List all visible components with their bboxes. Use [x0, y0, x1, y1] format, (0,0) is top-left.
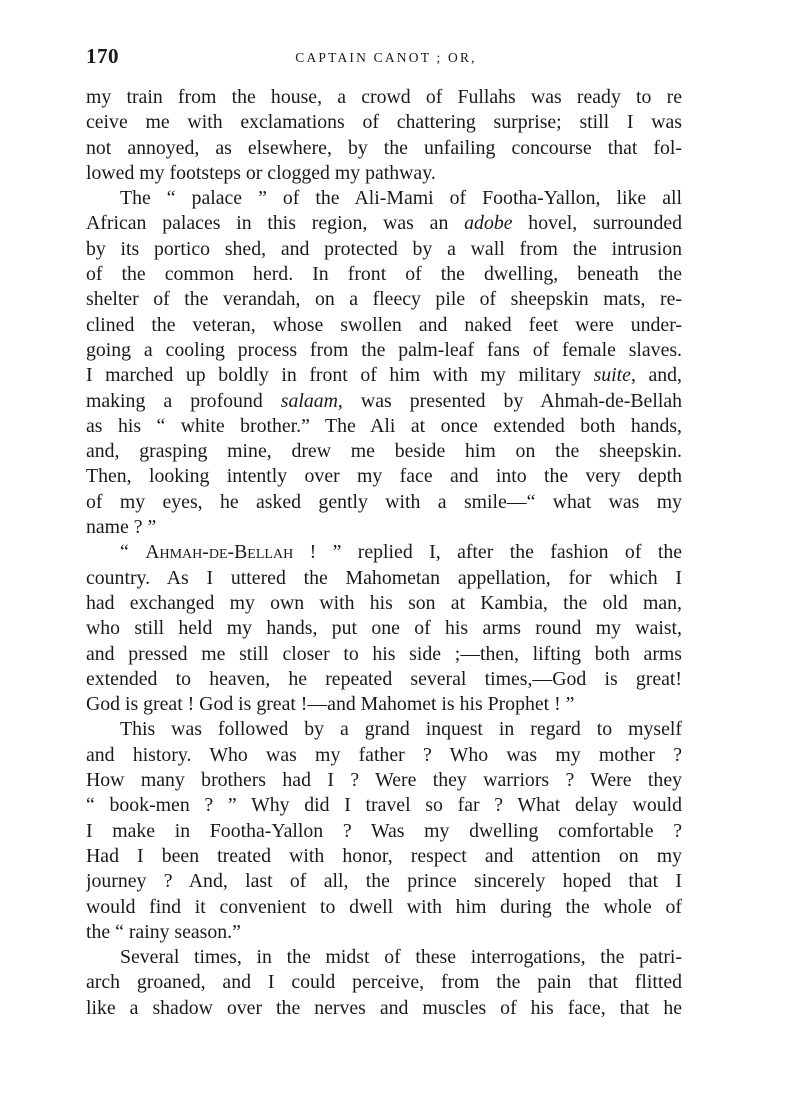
text-line: had exchanged my own with his son at Kambia, the old man,: [86, 591, 682, 614]
text-line: Several times, in the midst of these interrogations, the patri-: [120, 946, 682, 969]
italic-word: salaam: [280, 389, 338, 412]
text-line: and history. Who was my father ? Who was my mother ?: [86, 743, 682, 766]
text-line: “ book-men ? ” Why did I travel so far ? What delay would: [86, 794, 682, 817]
text-line: ceive me with exclamations of chattering surprise; still I was: [86, 111, 682, 134]
text-line: as his “ white brother.” The Ali at once extended both hands,: [86, 414, 682, 437]
text-line: name ? ”: [86, 516, 157, 539]
page-number: 170: [86, 44, 119, 68]
text-line: The “ palace ” of the Ali-Mami of Footha-Yallon, like all: [120, 187, 682, 210]
text-line: my train from the house, a crowd of Fullahs was ready to re: [86, 86, 682, 108]
text-line: shelter of the verandah, on a fleecy pile of sheepskin mats, re-: [86, 288, 682, 311]
text-line: of the common herd. In front of the dwelling, beneath the: [86, 263, 682, 286]
running-head: CAPTAIN CANOT ; OR,: [295, 50, 477, 65]
text-line: arch groaned, and I could perceive, from the pain that flitted: [86, 971, 682, 994]
text-line: God is great ! God is great !—and Mahomet is his Prophet ! ”: [86, 693, 575, 716]
text-line: going a cooling process from the palm-leaf fans of female slaves.: [86, 338, 682, 361]
italic-word: suite: [593, 364, 631, 387]
text-line: like a shadow over the nerves and muscles of his face, that he: [86, 996, 682, 1019]
text-line: African palaces in this region, was an adobe hovel, surrounded: [86, 212, 682, 235]
text-line: Then, looking intently over my face and into the very depth: [86, 465, 682, 488]
text-line: the “ rainy season.”: [86, 920, 241, 943]
small-caps-name: Ahmah-de-Bellah: [145, 541, 294, 564]
page-header: [86, 44, 686, 74]
text-line: lowed my footsteps or clogged my pathway.: [86, 161, 436, 184]
text-line: extended to heaven, he repeated several times,—God is great!: [86, 667, 682, 690]
text-line: of my eyes, he asked gently with a smile—“ what was my: [86, 490, 682, 513]
text-line: who still held my hands, put one of his arms round my waist,: [86, 617, 682, 640]
body-text: [86, 85, 682, 1021]
text-line: “ Ahmah-de-Bellah ! ” replied I, after the fashion of the: [120, 541, 682, 564]
text-line: not annoyed, as elsewhere, by the unfailing concourse that fol-: [86, 136, 682, 159]
text-line: country. As I uttered the Mahometan appellation, for which I: [86, 566, 682, 589]
text-line: clined the veteran, whose swollen and naked feet were under-: [86, 313, 682, 336]
italic-word: adobe: [464, 212, 513, 235]
text-line: I marched up boldly in front of him with my military suite, and,: [86, 364, 682, 387]
text-line: I make in Footha-Yallon ? Was my dwelling comfortable ?: [86, 819, 682, 842]
text-line: How many brothers had I ? Were they warriors ? Were they: [86, 769, 682, 792]
text-line: would find it convenient to dwell with him during the whole of: [86, 895, 682, 918]
text-line: making a profound salaam, was presented by Ahmah-de-Bellah: [86, 389, 682, 412]
text-line: and pressed me still closer to his side ;—then, lifting both arms: [86, 642, 682, 665]
text-line: This was followed by a grand inquest in regard to myself: [120, 718, 682, 741]
text-line: Had I been treated with honor, respect and attention on my: [86, 844, 682, 867]
text-line: by its portico shed, and protected by a wall from the intrusion: [86, 237, 682, 260]
text-line: journey ? And, last of all, the prince sincerely hoped that I: [86, 870, 682, 893]
text-line: and, grasping mine, drew me beside him on the sheepskin.: [86, 440, 682, 463]
